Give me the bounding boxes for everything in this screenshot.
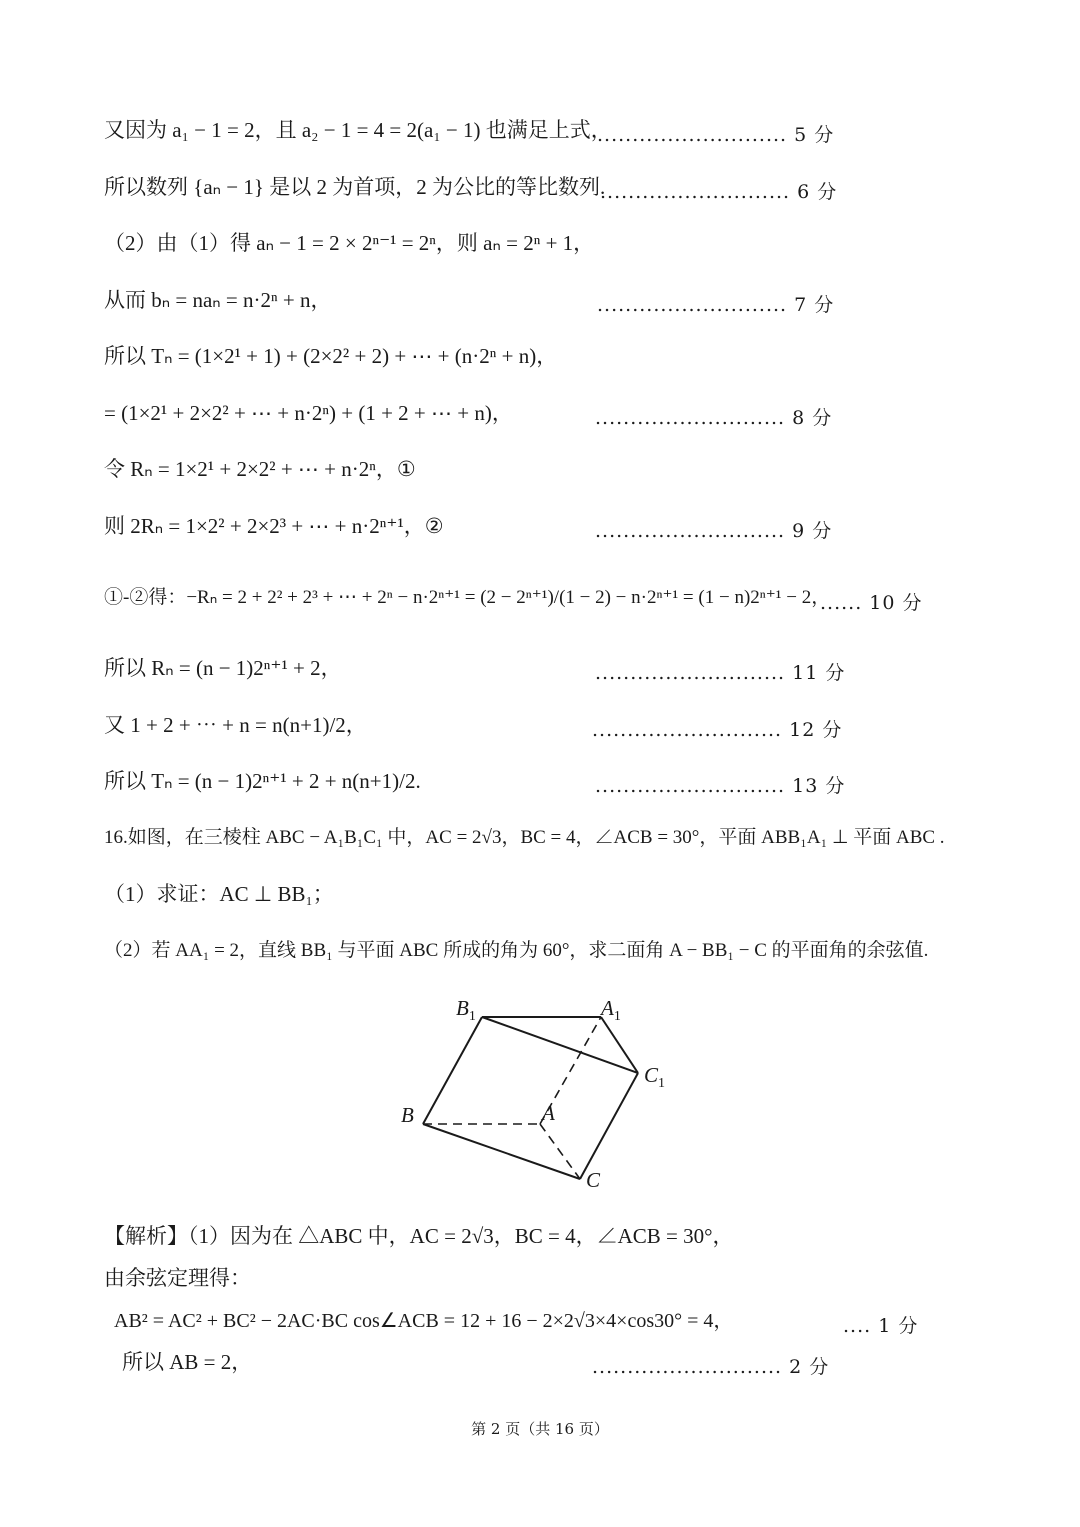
text-line-6: = (1×2¹ + 2×2² + ⋯ + n·2ⁿ) + (1 + 2 + ⋯ + n)，	[104, 401, 513, 425]
text-line-2: 所以数列 {aₙ − 1} 是以 2 为首项，2 为公比的等比数列.	[104, 175, 606, 199]
edge-a1-c1	[601, 1017, 638, 1073]
score-12: ........................... 12 分	[592, 719, 843, 741]
label-a: A	[542, 1101, 555, 1125]
text-line-1: 又因为 a₁ − 1 = 2，且 a₂ − 1 = 4 = 2(a₁ − 1) 也满足上式，	[104, 118, 612, 142]
score-7: ........................... 7 分	[597, 294, 835, 316]
score-6: ........................... 6 分	[600, 181, 838, 203]
label-b1: $B_1$	[456, 996, 476, 1024]
text-line-5: 所以 Tₙ = (1×2¹ + 1) + (2×2² + 2) + ⋯ + (n·2ⁿ + n)，	[104, 344, 558, 368]
score-9: ........................... 9 分	[595, 520, 833, 542]
edge-c1-c	[580, 1073, 638, 1179]
text-line-law-of-cosines: 由余弦定理得：	[104, 1266, 251, 1290]
label-a1: $A_1$	[601, 996, 621, 1024]
text-line-ab-squared: AB² = AC² + BC² − 2AC·BC cos∠ACB = 12 + 16 − 2×2√3×4×cos30° = 4，	[114, 1310, 734, 1332]
text-line-10: 所以 Rₙ = (n − 1)2ⁿ⁺¹ + 2，	[104, 656, 342, 680]
score-2: ........................... 2 分	[592, 1356, 830, 1378]
text-line-9: ①-②得：−Rₙ = 2 + 2² + 2³ + ⋯ + 2ⁿ − n·2ⁿ⁺¹ = (2 − 2ⁿ⁺¹)/(1 − 2) − n·2ⁿ⁺¹ = (1 − n)2ⁿ⁺¹ − 2，	[104, 587, 831, 608]
score-11: ........................... 11 分	[595, 662, 846, 684]
label-c: C	[586, 1168, 601, 1192]
text-line-ab-equals: 所以 AB = 2，	[122, 1350, 253, 1374]
edge-b1-c1	[482, 1017, 638, 1073]
text-line-8: 则 2Rₙ = 1×2² + 2×2³ + ⋯ + n·2ⁿ⁺¹，②	[104, 514, 444, 538]
label-b: B	[401, 1103, 414, 1127]
text-line-7: 令 Rₙ = 1×2¹ + 2×2² + ⋯ + n·2ⁿ，①	[104, 457, 416, 481]
edge-b-c	[423, 1124, 580, 1179]
text-line-11: 又 1 + 2 + ⋯ + n = n(n+1)/2，	[104, 713, 367, 737]
text-line-3: （2）由（1）得 aₙ − 1 = 2 × 2ⁿ⁻¹ = 2ⁿ，则 aₙ = 2ⁿ + 1，	[104, 231, 595, 255]
text-line-4: 从而 bₙ = naₙ = n·2ⁿ + n，	[104, 288, 332, 312]
prism-figure	[388, 990, 688, 1195]
text-line-12: 所以 Tₙ = (n − 1)2ⁿ⁺¹ + 2 + n(n+1)/2.	[104, 769, 421, 793]
score-13: ........................... 13 分	[595, 775, 846, 797]
score-1: .... 1 分	[843, 1315, 919, 1337]
page-footer: 第 2 页（共 16 页）	[471, 1420, 609, 1438]
edge-b1-b	[423, 1017, 482, 1124]
score-8: ........................... 8 分	[595, 407, 833, 429]
score-10: ...... 10 分	[820, 592, 923, 614]
score-5: ........................... 5 分	[597, 124, 835, 146]
label-c1: $C_1$	[644, 1063, 666, 1091]
problem-16-statement: 16.如图，在三棱柱 ABC − A₁B₁C₁ 中，AC = 2√3，BC = 4，∠ACB = 30°，平面 ABB₁A₁ ⊥ 平面 ABC .	[104, 827, 945, 848]
solution-header-line: 【解析】（1）因为在 △ABC 中，AC = 2√3，BC = 4，∠ACB = 30°，	[104, 1224, 734, 1248]
problem-16-part-2: （2）若 AA₁ = 2，直线 BB₁ 与平面 ABC 所成的角为 60°，求二面角 A − BB₁ − C 的平面角的余弦值.	[104, 940, 929, 961]
edge-a-c-hidden	[540, 1124, 580, 1179]
problem-16-part-1: （1）求证：AC ⊥ BB₁；	[104, 882, 334, 906]
